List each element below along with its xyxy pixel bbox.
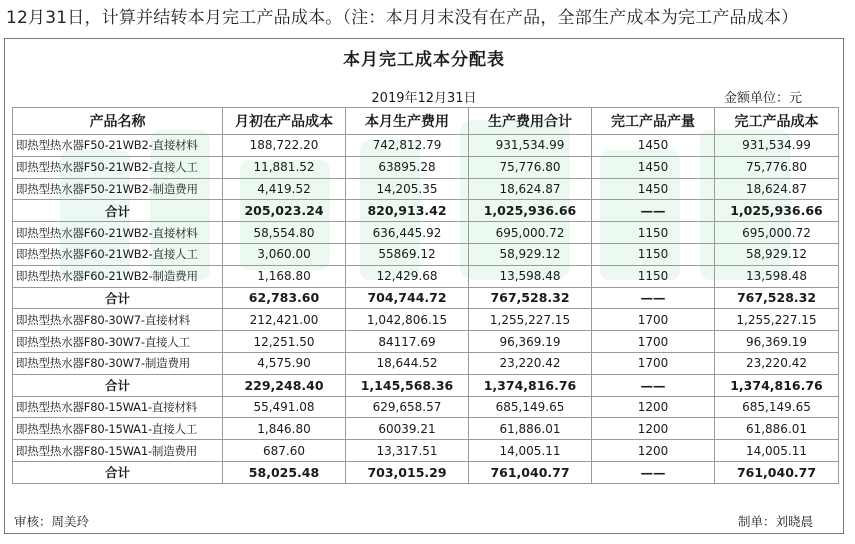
cell-total-cost: 18,624.87 (469, 178, 592, 200)
cell-output-qty: 1150 (592, 222, 715, 244)
cell-opening-wip: 212,421.00 (223, 309, 346, 331)
cell-finished-cost: 18,624.87 (715, 178, 839, 200)
cell-opening-wip: 11,881.52 (223, 156, 346, 178)
cell-finished-cost: 1,255,227.15 (715, 309, 839, 331)
reviewer-label: 审核：周美玲 (14, 514, 90, 529)
cell-name: 合计 (13, 374, 223, 396)
table-row (13, 352, 839, 374)
cell-name: 即热型热水器F50-21WB2-直接人工 (13, 156, 223, 178)
cell-name: 合计 (13, 200, 223, 222)
cell-total-cost: 1,374,816.76 (469, 374, 592, 396)
cell-total-cost: 761,040.77 (469, 461, 592, 483)
cell-current-cost: 820,913.42 (346, 200, 469, 222)
cell-total-cost: 931,534.99 (469, 135, 592, 157)
cell-output-qty: 1200 (592, 396, 715, 418)
cell-output-qty: 1450 (592, 156, 715, 178)
cell-output-qty: —— (592, 287, 715, 309)
cell-total-cost: 58,929.12 (469, 243, 592, 265)
table-row (13, 243, 839, 265)
cell-finished-cost: 761,040.77 (715, 461, 839, 483)
cell-opening-wip: 1,168.80 (223, 265, 346, 287)
header-output-qty: 完工产品产量 (592, 108, 715, 135)
cell-current-cost: 14,205.35 (346, 178, 469, 200)
cell-output-qty: —— (592, 461, 715, 483)
cell-opening-wip: 3,060.00 (223, 243, 346, 265)
report-date: 2019年12月31日 (371, 91, 477, 106)
header-finished-cost: 完工产品成本 (715, 108, 839, 135)
cell-output-qty: 1150 (592, 243, 715, 265)
header-product-name: 产品名称 (13, 108, 223, 135)
cell-finished-cost: 931,534.99 (715, 135, 839, 157)
cell-total-cost: 695,000.72 (469, 222, 592, 244)
cell-current-cost: 1,145,568.36 (346, 374, 469, 396)
cell-current-cost: 12,429.68 (346, 265, 469, 287)
cell-name: 即热型热水器F60-21WB2-制造费用 (13, 265, 223, 287)
header-row (13, 108, 839, 135)
cell-output-qty: —— (592, 200, 715, 222)
table-title: 本月完工成本分配表 (343, 50, 505, 70)
cell-total-cost: 61,886.01 (469, 418, 592, 440)
cell-current-cost: 629,658.57 (346, 396, 469, 418)
table-row (13, 156, 839, 178)
cell-current-cost: 63895.28 (346, 156, 469, 178)
cell-total-cost: 13,598.48 (469, 265, 592, 287)
cell-output-qty: 1450 (592, 135, 715, 157)
cell-current-cost: 60039.21 (346, 418, 469, 440)
cell-total-cost: 96,369.19 (469, 331, 592, 353)
cell-finished-cost: 23,220.42 (715, 352, 839, 374)
header-opening-wip: 月初在产品成本 (223, 108, 346, 135)
header-current-cost: 本月生产费用 (346, 108, 469, 135)
cell-opening-wip: 12,251.50 (223, 331, 346, 353)
cell-name: 合计 (13, 461, 223, 483)
cell-opening-wip: 687.60 (223, 440, 346, 462)
cell-current-cost: 1,042,806.15 (346, 309, 469, 331)
cell-name: 即热型热水器F80-15WA1-制造费用 (13, 440, 223, 462)
cell-finished-cost: 1,025,936.66 (715, 200, 839, 222)
preparer-label: 制单：刘晓晨 (737, 514, 813, 529)
cell-total-cost: 1,255,227.15 (469, 309, 592, 331)
cell-current-cost: 84117.69 (346, 331, 469, 353)
cell-output-qty: 1150 (592, 265, 715, 287)
cell-total-cost: 767,528.32 (469, 287, 592, 309)
subtotal-row (13, 374, 839, 396)
cell-output-qty: 1450 (592, 178, 715, 200)
cell-total-cost: 23,220.42 (469, 352, 592, 374)
cell-opening-wip: 205,023.24 (223, 200, 346, 222)
cell-name: 即热型热水器F80-15WA1-直接材料 (13, 396, 223, 418)
cell-opening-wip: 4,575.90 (223, 352, 346, 374)
cell-current-cost: 742,812.79 (346, 135, 469, 157)
cell-output-qty: 1700 (592, 352, 715, 374)
cell-finished-cost: 14,005.11 (715, 440, 839, 462)
cell-finished-cost: 61,886.01 (715, 418, 839, 440)
cell-finished-cost: 58,929.12 (715, 243, 839, 265)
cell-name: 即热型热水器F80-30W7-直接材料 (13, 309, 223, 331)
cell-opening-wip: 1,846.80 (223, 418, 346, 440)
cell-opening-wip: 188,722.20 (223, 135, 346, 157)
cell-current-cost: 13,317.51 (346, 440, 469, 462)
instruction-text: 12月31日，计算并结转本月完工产品成本。（注：本月月末没有在产品，全部生产成本为完工产品成本） (6, 8, 799, 28)
cell-finished-cost: 13,598.48 (715, 265, 839, 287)
cell-name: 即热型热水器F50-21WB2-制造费用 (13, 178, 223, 200)
cell-output-qty: 1200 (592, 418, 715, 440)
table-row (13, 135, 839, 157)
cell-name: 即热型热水器F80-30W7-直接人工 (13, 331, 223, 353)
cell-name: 合计 (13, 287, 223, 309)
cell-opening-wip: 55,491.08 (223, 396, 346, 418)
cell-opening-wip: 58,025.48 (223, 461, 346, 483)
header-total-cost: 生产费用合计 (469, 108, 592, 135)
cell-name: 即热型热水器F60-21WB2-直接人工 (13, 243, 223, 265)
amount-unit: 金额单位：元 (723, 91, 802, 106)
cell-output-qty: 1700 (592, 309, 715, 331)
cell-current-cost: 703,015.29 (346, 461, 469, 483)
cell-finished-cost: 96,369.19 (715, 331, 839, 353)
table-row (13, 440, 839, 462)
cell-finished-cost: 695,000.72 (715, 222, 839, 244)
cell-finished-cost: 685,149.65 (715, 396, 839, 418)
date-row (0, 84, 848, 106)
cell-total-cost: 14,005.11 (469, 440, 592, 462)
cell-finished-cost: 767,528.32 (715, 287, 839, 309)
cell-output-qty: 1700 (592, 331, 715, 353)
subtotal-row (13, 200, 839, 222)
cell-output-qty: —— (592, 374, 715, 396)
cell-opening-wip: 62,783.60 (223, 287, 346, 309)
cost-allocation-table (12, 107, 839, 484)
cell-current-cost: 55869.12 (346, 243, 469, 265)
cell-total-cost: 685,149.65 (469, 396, 592, 418)
cell-total-cost: 1,025,936.66 (469, 200, 592, 222)
table-row (13, 309, 839, 331)
cell-current-cost: 18,644.52 (346, 352, 469, 374)
cell-current-cost: 636,445.92 (346, 222, 469, 244)
cell-name: 即热型热水器F80-30W7-制造费用 (13, 352, 223, 374)
cell-finished-cost: 75,776.80 (715, 156, 839, 178)
table-row (13, 396, 839, 418)
cell-current-cost: 704,744.72 (346, 287, 469, 309)
cell-total-cost: 75,776.80 (469, 156, 592, 178)
cell-name: 即热型热水器F60-21WB2-直接材料 (13, 222, 223, 244)
cell-opening-wip: 4,419.52 (223, 178, 346, 200)
table-row (13, 178, 839, 200)
table-row (13, 222, 839, 244)
subtotal-row (13, 287, 839, 309)
table-row (13, 418, 839, 440)
table-row (13, 331, 839, 353)
cell-output-qty: 1200 (592, 440, 715, 462)
table-row (13, 265, 839, 287)
subtotal-row (13, 461, 839, 483)
cell-opening-wip: 58,554.80 (223, 222, 346, 244)
cell-name: 即热型热水器F50-21WB2-直接材料 (13, 135, 223, 157)
cell-finished-cost: 1,374,816.76 (715, 374, 839, 396)
cell-opening-wip: 229,248.40 (223, 374, 346, 396)
cell-name: 即热型热水器F80-15WA1-直接人工 (13, 418, 223, 440)
